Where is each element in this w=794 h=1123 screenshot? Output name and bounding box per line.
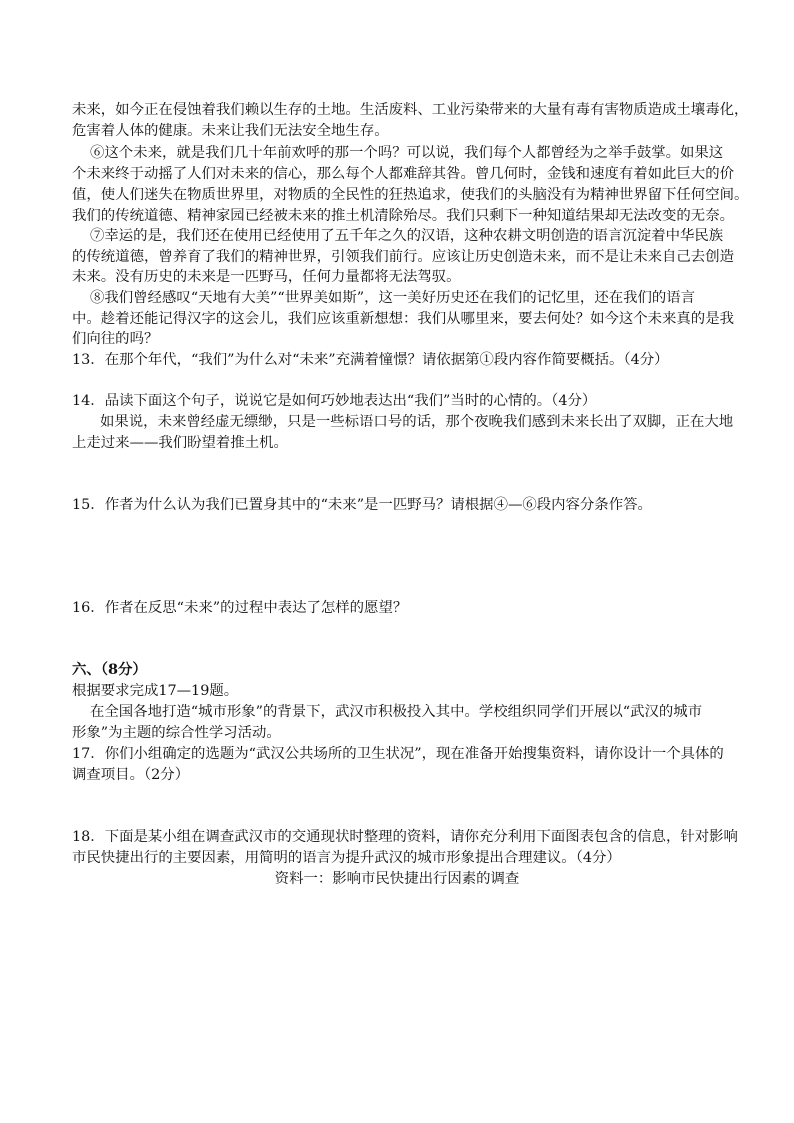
question-14: 14．品读下面这个句子，说说它是如何巧妙地表达出“我们”当时的心情的。（4分） [72, 393, 597, 409]
passage-p5-line-2: 危害着人体的健康。未来让我们无法安全地生存。 [72, 123, 389, 139]
passage-p8-line-2: 中。趁着还能记得汉字的这会儿，我们应该重新想想：我们从哪里来，要去何处？如今这个未来真的是我 [72, 311, 734, 327]
question-13: 13．在那个年代，“我们”为什么对“未来”充满着憧憬？请依据第①段内容作简要概括。（4分） [72, 352, 669, 368]
section-6-heading: 六、（8分） [72, 661, 147, 678]
question-17-line-1: 17．你们小组确定的选题为“武汉公共场所的卫生状况”，现在准备开始搜集资料，请你设计一个具体的 [72, 746, 724, 762]
question-18-line-2: 市民快捷出行的主要因素，用简明的语言为提升武汉的城市形象提出合理建议。（4分） [72, 850, 621, 866]
question-14-quote-line-2: 上走过来——我们盼望着推土机。 [72, 435, 288, 451]
passage-p7-line-2: 的传统道德，曾养育了我们的精神世界，引领我们前行。应该让历史创造未来，而不是让未来自己去创造 [72, 249, 734, 265]
question-16: 16．作者在反思“未来”的过程中表达了怎样的愿望？ [72, 600, 408, 616]
passage-p5-line-1: 未来，如今正在侵蚀着我们赖以生存的土地。生活废料、工业污染带来的大量有毒有害物质造成土壤毒化， [72, 102, 749, 118]
material-1-title: 资料一：影响市民快捷出行因素的调查 [274, 871, 520, 887]
question-14-quote-line-1: 如果说，未来曾经虚无缥缈，只是一些标语口号的话，那个夜晚我们感到未来长出了双脚，正在大地 [100, 414, 734, 430]
section-6-intro-line-1: 在全国各地打造“城市形象”的背景下，武汉市积极投入其中。学校组织同学们开展以“武汉的城市 [90, 704, 703, 720]
passage-p7-line-1: ⑦幸运的是，我们还在使用已经使用了五千年之久的汉语，这种农耕文明创造的语言沉淀着中华民族 [90, 228, 724, 244]
question-15: 15．作者为什么认为我们已置身其中的“未来”是一匹野马？请根据④—⑥段内容分条作答。 [72, 497, 652, 513]
passage-p7-line-3: 未来。没有历史的未来是一匹野马，任何力量都将无法驾驭。 [72, 269, 461, 285]
section-6-instruction: 根据要求完成17—19题。 [72, 683, 239, 699]
passage-p6-line-2: 个未来终于动摇了人们对未来的信心，那么每个人都难辞其咎。曾几何时，金钱和速度有着如此巨大的价 [72, 166, 734, 182]
passage-p6-line-4: 我们的传统道德、精神家园已经被未来的推土机清除殆尽。我们只剩下一种知道结果却无法改变的无奈。 [72, 208, 734, 224]
passage-p6-line-1: ⑥这个未来，就是我们几十年前欢呼的那一个吗？可以说，我们每个人都曾经为之举手鼓掌。如果这 [90, 145, 724, 161]
passage-p8-line-1: ⑧我们曾经感叹“天地有大美”“世界美如斯”，这一美好历史还在我们的记忆里，还在我们的语言 [90, 290, 696, 306]
section-6-intro-line-2: 形象”为主题的综合性学习活动。 [72, 725, 281, 741]
passage-p8-line-3: 们向往的吗？ [72, 331, 159, 347]
passage-p6-line-3: 值，使人们迷失在物质世界里，对物质的全民性的狂热追求，使我们的头脑没有为精神世界留下任何空间。 [72, 187, 749, 203]
question-18-line-1: 18．下面是某小组在调查武汉市的交通现状时整理的资料，请你充分利用下面图表包含的信息，针对影响 [72, 829, 738, 845]
question-17-line-2: 调查项目。（2分） [72, 767, 190, 783]
